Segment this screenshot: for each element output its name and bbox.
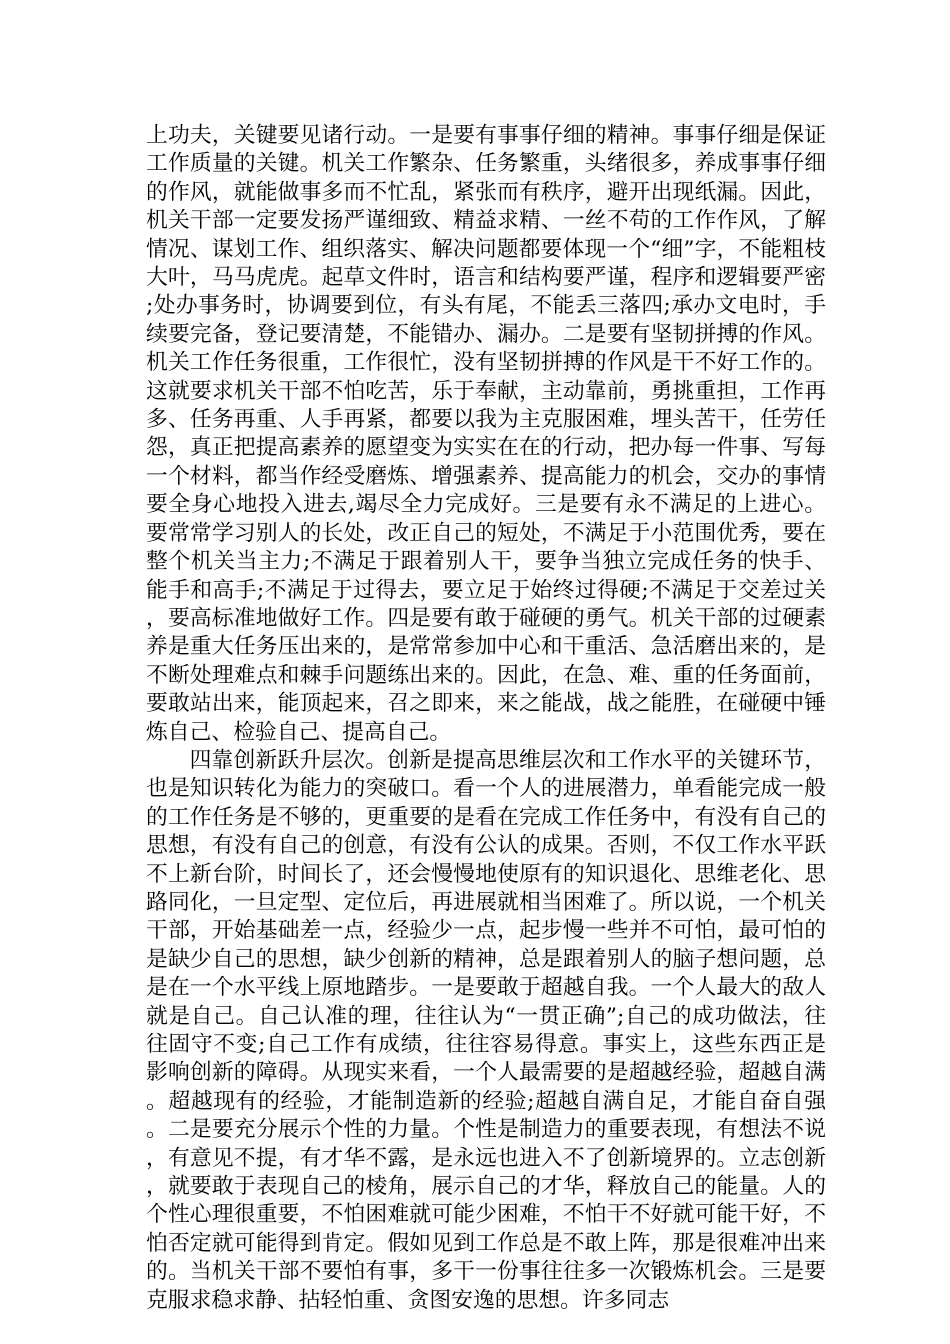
body-paragraph-1: 上功夫，关键要见诸行动。一是要有事事仔细的精神。事事仔细是保证工作质量的关键。机关工作繁杂、任务繁重，头绪很多，养成事事仔细的作风，就能做事多而不忙乱，紧张而有秩序，避开出现纸漏。因此，机关干部一定要发扬严谨细致、精益求精、一丝不苟的工作作风，了解情况、谋划工作、组织落实、解决问题都要体现一个“细”字，不能粗枝大叶，马马虎虎。起草文件时，语言和结构要严谨，程序和逻辑要严密;处办事务时，协调要到位，有头有尾，不能丢三落四;承办文电时，手续要完备，登记要清楚，不能错办、漏办。二是要有坚韧拼搏的作风。机关工作任务很重，工作很忙，没有坚韧拼搏的作风是干不好工作的。这就要求机关干部不怕吃苦，乐于奉献，主动靠前，勇挑重担，工作再多、任务再重、人手再紧，都要以我为主克服困难，埋头苦干，任劳任怨，真正把提高素养的愿望变为实实在在的行动，把办每一件事、写每一个材料，都当作经受磨炼、增强素养、提高能力的机会，交办的事情要全身心地投入进去,竭尽全力完成好。三是要有永不满足的上进心。要常常学习别人的长处，改正自己的短处，不满足于小范围优秀，要在整个机关当主力;不满足于跟着别人干，要争当独立完成任务的快手、能手和高手;不满足于过得去，要立足于始终过得硬;不满足于交差过关，要高标准地做好工作。四是要有敢于碰硬的勇气。机关干部的过硬素养是重大任务压出来的，是常常参加中心和干重活、急活磨出来的，是不断处理难点和棘手问题练出来的。因此，在急、难、重的任务面前，要敢站出来，能顶起来，召之即来，来之能战，战之能胜，在碰硬中锤炼自己、检验自己、提高自己。 bbox=[146, 123, 826, 745]
document-page bbox=[146, 122, 826, 1315]
body-paragraph-2: 四靠创新跃升层次。创新是提高思维层次和工作水平的关键环节，也是知识转化为能力的突破口。看一个人的进展潜力，单看能完成一般的工作任务是不够的，更重要的是看在完成工作任务中，有没有自己的思想，有没有自己的创意，有没有公认的成果。否则，不仅工作水平跃不上新台阶，时间长了，还会慢慢地使原有的知识退化、思维老化、思路同化，一旦定型、定位后，再进展就相当困难了。所以说，一个机关干部，开始基础差一点，经验少一点，起步慢一些并不可怕，最可怕的是缺少自己的思想，缺少创新的精神，总是跟着别人的脑子想问题，总是在一个水平线上原地踏步。一是要敢于超越自我。一个人最大的敌人就是自己。自己认准的理，往往认为“一贯正确”;自己的成功做法，往往固守不变;自己工作有成绩，往往容易得意。事实上，这些东西正是影响创新的障碍。从现实来看，一个人最需要的是超越经验，超越自满。超越现有的经验，才能制造新的经验;超越自满自足，才能自奋自强。二是要充分展示个性的力量。个性是制造力的重要表现，有想法不说，有意见不提，有才华不露，是永远也进入不了创新境界的。立志创新，就要敢于表现自己的棱角，展示自己的才华，释放自己的能量。人的个性心理很重要，不怕困难就可能少困难，不怕干不好就可能干好，不怕否定就可能得到肯定。假如见到工作总是不敢上阵，那是很难冲出来的。当机关干部不要怕有事，多干一份事往往多一次锻炼机会。三是要克服求稳求静、拈轻怕重、贪图安逸的思想。许多同志 bbox=[146, 747, 826, 1313]
